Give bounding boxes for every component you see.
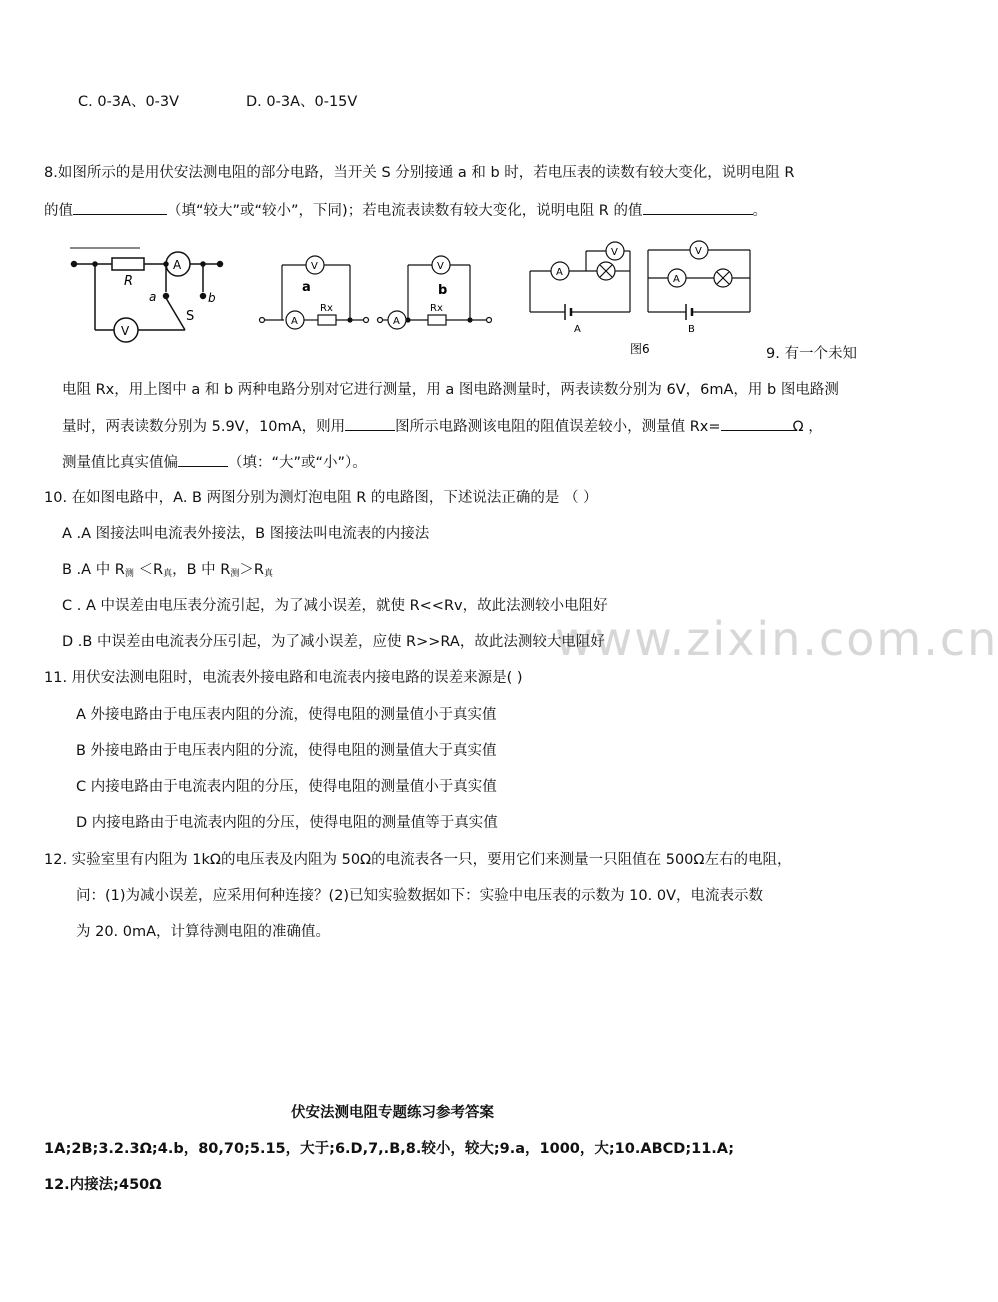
fig1-voltmeter-label: V: [121, 324, 130, 338]
q11-option-a: A 外接电路由于电压表内阻的分流，使得电阻的测量值小于真实值: [76, 707, 497, 723]
q10-option-c: C . A 中误差由电压表分流引起，为了减小误差，就使 R<<Rv，故此法测较小电阻好: [62, 598, 608, 614]
fig1-S-label: S: [186, 309, 195, 324]
q10-b-sub-ce2: 测: [230, 569, 240, 579]
fig2-voltmeter-label: V: [311, 261, 318, 272]
q8-blank-2: [643, 200, 753, 215]
q10-option-d: D .B 中误差由电流表分压引起，为了减小误差，应使 R>>RA，故此法测较大电阻好: [62, 634, 605, 650]
q8-line2-c: 。: [752, 203, 767, 219]
q10-b-sub-ce1: 测: [124, 569, 134, 579]
q10-b-sub-zhen2: 真: [263, 569, 273, 579]
fig2-ammeter-label: A: [291, 316, 298, 327]
fig1-ammeter-label: A: [173, 258, 182, 272]
q8-line2-a: 的值: [44, 203, 73, 219]
fig5-ammeter-label: A: [673, 274, 680, 285]
q8-line2: [44, 200, 767, 221]
q9-line3-c: Ω ，: [792, 419, 823, 435]
q11-option-b: B 外接电路由于电压表内阻的分流，使得电阻的测量值大于真实值: [76, 743, 497, 759]
fig2-a-label: a: [302, 280, 311, 295]
q8-blank-1: [73, 200, 167, 215]
fig1-R-label: R: [124, 274, 134, 289]
q9-line4: [62, 452, 367, 473]
fig3-b-label: b: [438, 283, 448, 298]
answers-line2: 12.内接法;450Ω: [44, 1177, 162, 1193]
q9-blank-3: [178, 452, 228, 467]
q8-line1: 8.如图所示的是用伏安法测电阻的部分电路，当开关 S 分别接通 a 和 b 时，若电压表的读数有较大变化，说明电阻 R: [44, 165, 795, 181]
q10-option-b: [62, 560, 273, 584]
q11-option-c: C 内接电路由于电流表内阻的分压，使得电阻的测量值小于真实值: [76, 779, 497, 795]
q9-blank-2: [721, 416, 793, 431]
q7-option-c: C. 0-3A、0-3V: [78, 94, 180, 110]
fig5-B-label: B: [688, 324, 695, 335]
q10-b-sub-zhen1: 真: [163, 569, 173, 579]
q9-start: 9. 有一个未知: [766, 346, 857, 362]
q10-b-part4: ＞R: [239, 562, 264, 578]
q12-line1: 12. 实验室里有内阻为 1kΩ的电压表及内阻为 50Ω的电流表各一只，要用它们来测量一只阻值在 500Ω左右的电阻，: [44, 852, 792, 868]
q12-line2: 问：(1)为减小误差，应采用何种连接？(2)已知实验数据如下：实验中电压表的示数为 10. 0V，电流表示数: [76, 888, 763, 904]
fig3-voltmeter-label: V: [437, 261, 444, 272]
fig4-voltmeter-label: V: [611, 247, 618, 258]
q9-line3: [62, 416, 823, 437]
q9-blank-1: [345, 416, 395, 431]
q10-stem: 10. 在如图电路中，A. B 两图分别为测灯泡电阻 R 的电路图，下述说法正确的是 （ ）: [44, 490, 598, 506]
q10-b-part3: ，B 中 R: [172, 562, 231, 578]
fig3-ammeter-label: A: [393, 316, 400, 327]
answers-title: 伏安法测电阻专题练习参考答案: [291, 1105, 494, 1121]
q9-line2: 电阻 Rx，用上图中 a 和 b 两种电路分别对它进行测量，用 a 图电路测量时，两表读数分别为 6V，6mA，用 b 图电路测: [62, 382, 839, 398]
fig2-rx-label: Rx: [320, 303, 333, 314]
q9-line3-b: 图所示电路测该电阻的阻值误差较小，测量值 Rx=: [395, 419, 721, 435]
q12-line3: 为 20. 0mA，计算待测电阻的准确值。: [76, 924, 331, 940]
q8-line2-b: （填“较大”或“较小”，下同)；若电流表读数有较大变化，说明电阻 R 的值: [167, 203, 643, 219]
q10-b-part1: B .A 中 R: [62, 562, 125, 578]
q10-option-a: A .A 图接法叫电流表外接法，B 图接法叫电流表的内接法: [62, 526, 430, 542]
q9-line4-a: 测量值比真实值偏: [62, 455, 178, 471]
q9-line4-b: （填：“大”或“小”）。: [228, 455, 367, 471]
q9-line3-a: 量时，两表读数分别为 5.9V，10mA，则用: [62, 419, 346, 435]
circuit-figures: [0, 240, 920, 360]
answers-line1: 1A;2B;3.2.3Ω;4.b，80,70;5.15，大于;6.D,7,.B,8.较小，较大;9.a，1000，大;10.ABCD;11.A;: [44, 1141, 735, 1157]
fig4-A-label: A: [574, 324, 581, 335]
fig1-b-label: b: [208, 291, 216, 305]
q10-b-part2: ＜R: [133, 562, 164, 578]
fig5-voltmeter-label: V: [695, 246, 702, 257]
q7-option-d: D. 0-3A、0-15V: [246, 94, 358, 110]
fig4-ammeter-label: A: [556, 267, 563, 278]
q11-option-d: D 内接电路由于电流表内阻的分压，使得电阻的测量值等于真实值: [76, 815, 498, 831]
watermark-text: www.zixin.com.cn: [555, 612, 998, 666]
fig3-rx-label: Rx: [430, 303, 443, 314]
fig1-a-label: a: [149, 290, 157, 304]
circuit-fig-1: [70, 248, 223, 342]
q11-stem: 11. 用伏安法测电阻时，电流表外接电路和电流表内接电路的误差来源是( ): [44, 670, 523, 686]
figure-caption: 图6: [630, 342, 650, 356]
